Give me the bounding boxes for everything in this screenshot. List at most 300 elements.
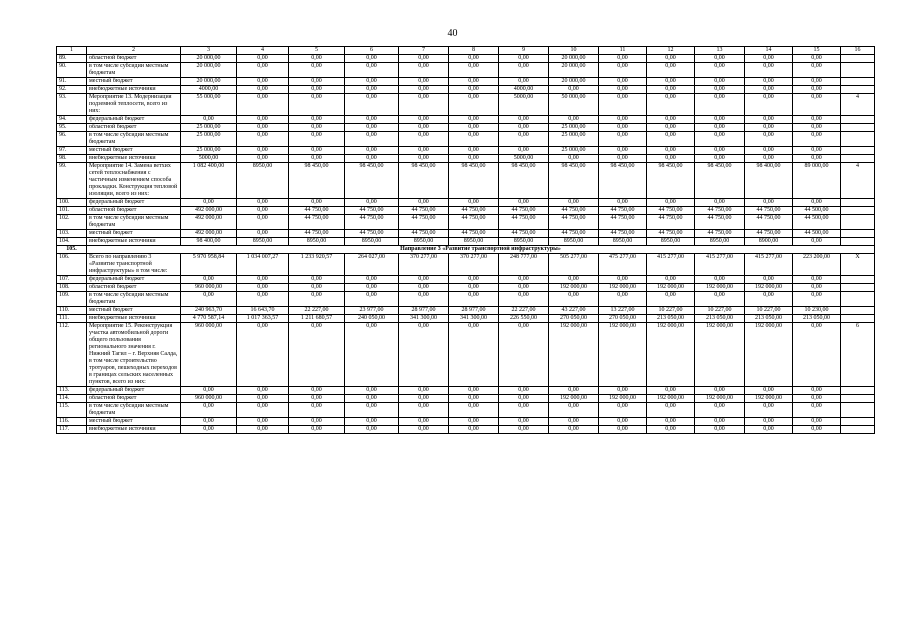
table-cell: 0,00	[549, 276, 599, 284]
budget-table	[56, 46, 875, 434]
table-cell: 15	[793, 47, 841, 55]
table-cell: 0,00	[399, 55, 449, 63]
table-cell: 0,00	[345, 284, 399, 292]
table-cell: 0,00	[647, 78, 695, 86]
table-row	[57, 94, 875, 116]
table-cell: 44 500,00	[793, 207, 841, 215]
table-cell: 0,00	[289, 292, 345, 307]
table-cell: 8950,00	[289, 238, 345, 246]
table-cell: 0,00	[449, 276, 499, 284]
table-cell: 5	[289, 47, 345, 55]
table-cell: 0,00	[399, 124, 449, 132]
table-cell: 0,00	[499, 116, 549, 124]
table-cell: 0,00	[745, 292, 793, 307]
table-cell: 0,00	[345, 155, 399, 163]
table-cell: 0,00	[289, 124, 345, 132]
table-cell	[841, 315, 875, 323]
table-cell: 44 750,00	[745, 230, 793, 238]
table-cell: местный бюджет	[87, 307, 181, 315]
table-cell: 415 277,00	[647, 254, 695, 276]
table-cell	[841, 86, 875, 94]
table-cell: 0,00	[237, 78, 289, 86]
table-cell: 192 000,00	[647, 284, 695, 292]
table-cell: 0,00	[237, 199, 289, 207]
table-row	[57, 155, 875, 163]
table-cell: 0,00	[745, 199, 793, 207]
table-cell: 0,00	[289, 276, 345, 284]
table-cell: 0,00	[695, 403, 745, 418]
table-cell: 8950,00	[549, 238, 599, 246]
table-cell: внебюджетные источники	[87, 426, 181, 434]
table-cell: 0,00	[237, 403, 289, 418]
table-cell: 0,00	[345, 94, 399, 116]
table-cell: 90.	[57, 63, 87, 78]
table-cell: 44 500,00	[793, 215, 841, 230]
table-row	[57, 238, 875, 246]
table-cell: 0,00	[449, 387, 499, 395]
table-cell: 89 000,00	[793, 163, 841, 199]
table-cell: 0,00	[345, 426, 399, 434]
table-cell: 0,00	[237, 155, 289, 163]
table-cell: 0,00	[745, 116, 793, 124]
table-cell: 0,00	[399, 94, 449, 116]
table-row	[57, 116, 875, 124]
table-cell: 25 000,00	[549, 147, 599, 155]
table-cell: 0,00	[793, 395, 841, 403]
table-cell: 4000,00	[499, 86, 549, 94]
table-cell: 0,00	[345, 116, 399, 124]
table-cell: 0,00	[793, 155, 841, 163]
table-cell: местный бюджет	[87, 230, 181, 238]
table-cell: 0,00	[345, 132, 399, 147]
table-cell: 0,00	[345, 147, 399, 155]
table-cell: 44 750,00	[745, 207, 793, 215]
table-cell: 192 000,00	[549, 284, 599, 292]
table-cell: 0,00	[695, 292, 745, 307]
table-cell: X	[841, 254, 875, 276]
table-cell: 192 000,00	[695, 323, 745, 387]
table-cell: 0,00	[345, 63, 399, 78]
table-row	[57, 207, 875, 215]
table-cell: 44 750,00	[745, 215, 793, 230]
table-cell: внебюджетные источники	[87, 238, 181, 246]
table-cell: 270 050,00	[599, 315, 647, 323]
table-cell: 98 450,00	[695, 163, 745, 199]
table-cell: 0,00	[793, 426, 841, 434]
table-cell: 1 211 680,57	[289, 315, 345, 323]
table-row	[57, 418, 875, 426]
table-cell: 44 750,00	[345, 215, 399, 230]
table-cell: 0,00	[647, 387, 695, 395]
table-cell: 0,00	[745, 147, 793, 155]
table-cell: 0,00	[599, 132, 647, 147]
table-cell: 0,00	[599, 199, 647, 207]
table-cell: 107.	[57, 276, 87, 284]
table-cell: 0,00	[695, 86, 745, 94]
table-cell: федеральный бюджет	[87, 276, 181, 284]
table-cell: 8950,00	[695, 238, 745, 246]
table-cell: 44 750,00	[549, 215, 599, 230]
table-cell: 0,00	[793, 276, 841, 284]
table-cell: 0,00	[599, 155, 647, 163]
table-cell: 0,00	[499, 403, 549, 418]
table-cell: 102.	[57, 215, 87, 230]
table-cell: 0,00	[793, 55, 841, 63]
table-cell: 101.	[57, 207, 87, 215]
table-cell: 0,00	[793, 147, 841, 155]
table-cell: 0,00	[695, 426, 745, 434]
table-cell: 44 750,00	[449, 230, 499, 238]
table-cell: 0,00	[449, 284, 499, 292]
table-cell: 0,00	[499, 132, 549, 147]
table-cell: 0,00	[549, 116, 599, 124]
table-cell: 0,00	[599, 94, 647, 116]
table-cell: 44 750,00	[449, 207, 499, 215]
table-cell: 44 750,00	[499, 215, 549, 230]
table-cell: Всего по направлению 3 «Развитие транспортной инфраструктуры» в том числе:	[87, 254, 181, 276]
table-cell: 0,00	[345, 276, 399, 284]
table-cell: областной бюджет	[87, 395, 181, 403]
table-cell	[841, 230, 875, 238]
table-cell: 0,00	[289, 86, 345, 94]
table-cell: 0,00	[549, 155, 599, 163]
table-cell: 44 750,00	[499, 207, 549, 215]
table-cell: 0,00	[745, 78, 793, 86]
table-cell: 0,00	[449, 418, 499, 426]
table-cell: в том числе субсидии местным бюджетам	[87, 215, 181, 230]
table-cell: 0,00	[647, 55, 695, 63]
table-cell: 0,00	[289, 55, 345, 63]
table-cell: 22 227,00	[289, 307, 345, 315]
table-cell: 1 082 400,00	[181, 163, 237, 199]
table-cell: 0,00	[237, 276, 289, 284]
table-cell: 113.	[57, 387, 87, 395]
table-cell: 0,00	[181, 387, 237, 395]
table-cell: 213 050,00	[793, 315, 841, 323]
table-cell: 44 750,00	[449, 215, 499, 230]
table-cell: 103.	[57, 230, 87, 238]
table-cell	[841, 307, 875, 315]
table-cell: 0,00	[793, 116, 841, 124]
table-cell: 0,00	[745, 94, 793, 116]
table-cell: 0,00	[599, 116, 647, 124]
table-cell: 0,00	[599, 418, 647, 426]
table-cell: 192 000,00	[695, 284, 745, 292]
table-cell: 55 000,00	[181, 94, 237, 116]
table-cell: 960 000,00	[181, 323, 237, 387]
table-cell: 3	[181, 47, 237, 55]
table-cell: 8950,00	[345, 238, 399, 246]
table-cell: 5000,00	[499, 94, 549, 116]
table-cell: Мероприятие 15. Реконструкция участка автомобильной дороги общего пользования регионального значения г. Нижний Тагил – г. Верхняя Салда, в том числе строительство тротуаров, пешеходных переходов в границах сельских населенных пунктов, всего из них:	[87, 323, 181, 387]
page-number: 40	[447, 28, 458, 39]
table-cell	[841, 132, 875, 147]
table-cell: 0,00	[599, 86, 647, 94]
table-cell: 492 000,00	[181, 215, 237, 230]
table-cell: 99.	[57, 163, 87, 199]
table-cell: 0,00	[181, 403, 237, 418]
table-cell: 0,00	[499, 276, 549, 284]
table-cell: 108.	[57, 284, 87, 292]
table-cell: 0,00	[745, 403, 793, 418]
table-cell: 0,00	[695, 116, 745, 124]
table-cell: 0,00	[399, 116, 449, 124]
table-cell: 0,00	[647, 403, 695, 418]
table-cell: 44 750,00	[549, 230, 599, 238]
table-cell: 0,00	[399, 403, 449, 418]
table-cell: 0,00	[647, 426, 695, 434]
table-cell: 0,00	[695, 63, 745, 78]
table-cell: 44 750,00	[345, 207, 399, 215]
table-cell: 0,00	[499, 199, 549, 207]
table-cell: 213 050,00	[695, 315, 745, 323]
table-cell: в том числе субсидии местным бюджетам	[87, 63, 181, 78]
table-cell: 91.	[57, 78, 87, 86]
table-cell: федеральный бюджет	[87, 387, 181, 395]
section-row	[57, 246, 875, 254]
table-cell: 0,00	[695, 387, 745, 395]
table-cell: 0,00	[289, 323, 345, 387]
table-cell: 0,00	[237, 284, 289, 292]
table-cell: 0,00	[745, 426, 793, 434]
section-title: Направление 3 «Развитие транспортной инфраструктуры»	[87, 246, 875, 254]
table-row	[57, 307, 875, 315]
table-cell: 240 963,70	[181, 307, 237, 315]
table-cell: 1	[57, 47, 87, 55]
table-cell: 0,00	[793, 124, 841, 132]
table-cell: в том числе субсидии местным бюджетам	[87, 403, 181, 418]
table-cell	[841, 292, 875, 307]
table-cell: 0,00	[793, 63, 841, 78]
table-cell: 0,00	[237, 86, 289, 94]
table-cell: 12	[647, 47, 695, 55]
table-cell: 0,00	[345, 292, 399, 307]
table-row	[57, 124, 875, 132]
table-cell: 0,00	[499, 387, 549, 395]
table-cell: 0,00	[647, 155, 695, 163]
table-row	[57, 276, 875, 284]
table-cell: 0,00	[237, 55, 289, 63]
table-cell: 0,00	[745, 55, 793, 63]
table-cell: местный бюджет	[87, 147, 181, 155]
table-cell	[841, 147, 875, 155]
table-cell: 0,00	[499, 63, 549, 78]
table-cell: 44 750,00	[399, 215, 449, 230]
table-cell: 4	[841, 94, 875, 116]
table-cell: 0,00	[695, 94, 745, 116]
table-cell: 0,00	[745, 276, 793, 284]
table-cell: 0,00	[695, 147, 745, 155]
table-cell: 505 277,00	[549, 254, 599, 276]
table-cell: 0,00	[599, 276, 647, 284]
table-cell: 0,00	[449, 116, 499, 124]
table-cell: 0,00	[499, 78, 549, 86]
table-cell: 20 000,00	[181, 63, 237, 78]
table-cell: 28 977,00	[399, 307, 449, 315]
table-cell: 192 000,00	[745, 323, 793, 387]
table-row	[57, 147, 875, 155]
table-cell: 16 643,70	[237, 307, 289, 315]
table-cell: 13 227,00	[599, 307, 647, 315]
table-cell: 0,00	[647, 116, 695, 124]
table-cell	[841, 124, 875, 132]
table-row	[57, 387, 875, 395]
table-cell: 98.	[57, 155, 87, 163]
table-cell: 0,00	[793, 132, 841, 147]
table-cell: 0,00	[793, 284, 841, 292]
section-number: 105.	[57, 246, 87, 254]
table-cell: 0,00	[289, 78, 345, 86]
table-cell: 44 750,00	[399, 230, 449, 238]
table-cell: 110.	[57, 307, 87, 315]
table-cell: 94.	[57, 116, 87, 124]
table-cell: 0,00	[399, 323, 449, 387]
table-body	[57, 47, 875, 434]
table-cell: 44 750,00	[647, 230, 695, 238]
table-cell: 223 200,00	[793, 254, 841, 276]
table-row	[57, 163, 875, 199]
table-cell: 192 000,00	[745, 284, 793, 292]
table-cell: 11	[599, 47, 647, 55]
table-cell: 0,00	[599, 426, 647, 434]
table-cell: 0,00	[237, 215, 289, 230]
table-cell: 44 750,00	[499, 230, 549, 238]
table-cell: 0,00	[745, 387, 793, 395]
table-cell: 0,00	[237, 63, 289, 78]
table-cell: 44 750,00	[695, 207, 745, 215]
table-cell: 0,00	[647, 94, 695, 116]
table-cell: 0,00	[499, 292, 549, 307]
table-cell: 0,00	[499, 395, 549, 403]
table-cell	[841, 78, 875, 86]
table-cell: 1 034 007,27	[237, 254, 289, 276]
table-cell: 8900,00	[745, 238, 793, 246]
table-cell: 10 227,00	[745, 307, 793, 315]
table-cell: 44 750,00	[599, 230, 647, 238]
table-row	[57, 395, 875, 403]
table-cell: 0,00	[399, 387, 449, 395]
table-cell: 0,00	[499, 418, 549, 426]
table-cell: 0,00	[599, 63, 647, 78]
table-cell: 5000,00	[181, 155, 237, 163]
table-cell: 0,00	[181, 116, 237, 124]
table-row	[57, 55, 875, 63]
table-cell: 16	[841, 47, 875, 55]
table-cell: 44 750,00	[289, 207, 345, 215]
table-cell: 0,00	[745, 124, 793, 132]
table-cell: 0,00	[793, 199, 841, 207]
table-cell: 0,00	[345, 418, 399, 426]
table-row	[57, 230, 875, 238]
table-cell: 0,00	[449, 78, 499, 86]
table-cell: 0,00	[793, 418, 841, 426]
table-cell: 341 300,00	[399, 315, 449, 323]
table-cell: 0,00	[399, 199, 449, 207]
table-cell: 0,00	[499, 323, 549, 387]
table-cell: 0,00	[289, 387, 345, 395]
table-cell: 0,00	[345, 403, 399, 418]
table-cell: 0,00	[237, 418, 289, 426]
table-cell: 0,00	[237, 426, 289, 434]
table-cell: 5000,00	[499, 155, 549, 163]
table-cell: федеральный бюджет	[87, 199, 181, 207]
table-cell: 44 750,00	[599, 215, 647, 230]
table-cell: 44 750,00	[289, 215, 345, 230]
table-cell: 960 000,00	[181, 284, 237, 292]
table-cell: 98 450,00	[549, 163, 599, 199]
table-cell: 415 277,00	[695, 254, 745, 276]
table-cell: 44 750,00	[695, 215, 745, 230]
table-cell: 1 233 920,57	[289, 254, 345, 276]
table-cell: 0,00	[695, 124, 745, 132]
table-cell: 14	[745, 47, 793, 55]
table-cell: 8	[449, 47, 499, 55]
table-cell: 25 000,00	[181, 124, 237, 132]
table-cell: 192 000,00	[549, 323, 599, 387]
table-cell: местный бюджет	[87, 78, 181, 86]
table-cell: федеральный бюджет	[87, 116, 181, 124]
table-cell: 0,00	[499, 124, 549, 132]
table-cell: 0,00	[793, 323, 841, 387]
table-cell: 415 277,00	[745, 254, 793, 276]
table-cell: 270 050,00	[549, 315, 599, 323]
table-cell: 7	[399, 47, 449, 55]
table-cell: 98 450,00	[345, 163, 399, 199]
table-cell: 0,00	[549, 86, 599, 94]
table-cell: внебюджетные источники	[87, 86, 181, 94]
table-row	[57, 132, 875, 147]
table-cell: 22 227,00	[499, 307, 549, 315]
table-cell: 0,00	[449, 124, 499, 132]
table-cell: 0,00	[695, 78, 745, 86]
table-cell: 264 027,00	[345, 254, 399, 276]
table-cell: 0,00	[695, 132, 745, 147]
table-cell: 0,00	[745, 63, 793, 78]
table-cell: в том числе субсидии местным бюджетам	[87, 132, 181, 147]
table-cell: 0,00	[449, 147, 499, 155]
table-cell: 0,00	[399, 132, 449, 147]
table-cell: 13	[695, 47, 745, 55]
table-cell: 0,00	[289, 426, 345, 434]
table-cell: 8950,00	[647, 238, 695, 246]
table-cell: 0,00	[793, 292, 841, 307]
table-row	[57, 315, 875, 323]
table-cell: 192 000,00	[599, 395, 647, 403]
table-row	[57, 254, 875, 276]
table-cell: 240 050,00	[345, 315, 399, 323]
table-cell: 492 000,00	[181, 230, 237, 238]
table-row	[57, 292, 875, 307]
table-cell: 0,00	[345, 323, 399, 387]
table-cell: 0,00	[399, 276, 449, 284]
table-cell: 0,00	[237, 124, 289, 132]
table-cell: 0,00	[289, 94, 345, 116]
table-cell: 0,00	[549, 403, 599, 418]
table-cell: 0,00	[599, 292, 647, 307]
table-cell: 116.	[57, 418, 87, 426]
table-cell: 0,00	[695, 199, 745, 207]
table-cell: 92.	[57, 86, 87, 94]
table-cell: 0,00	[793, 403, 841, 418]
table-cell: 44 750,00	[647, 207, 695, 215]
table-cell: 4	[237, 47, 289, 55]
table-cell: 192 000,00	[549, 395, 599, 403]
table-row	[57, 215, 875, 230]
table-cell: 192 000,00	[647, 395, 695, 403]
table-cell: 192 000,00	[647, 323, 695, 387]
table-cell: 0,00	[237, 387, 289, 395]
table-cell: 0,00	[399, 426, 449, 434]
